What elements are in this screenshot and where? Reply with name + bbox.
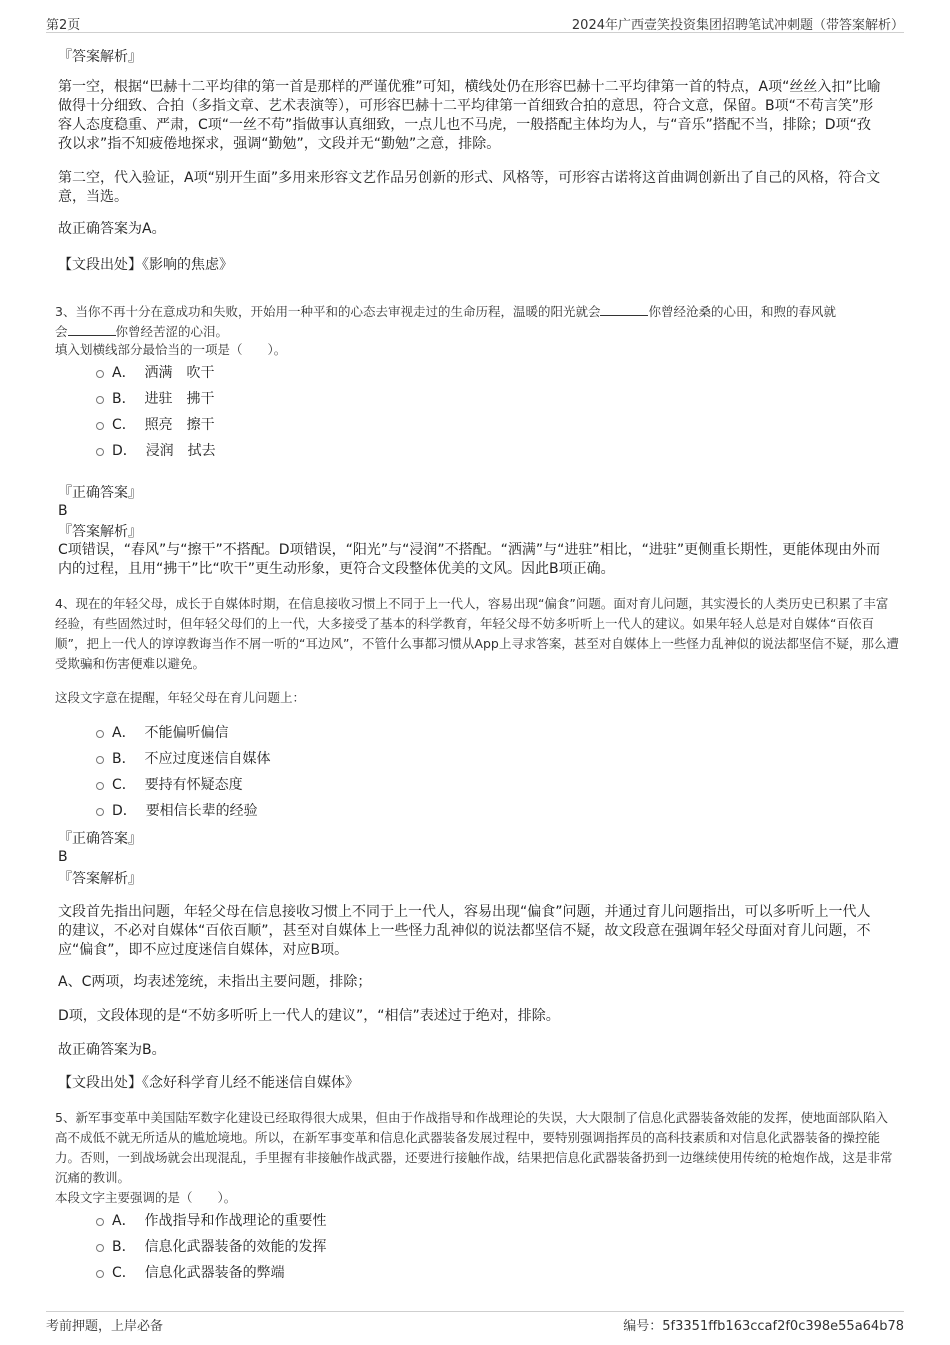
q3-option-a[interactable]: A． 洒满 吹干 xyxy=(96,363,214,383)
q2-source: 【文段出处】《影响的焦虑》 xyxy=(58,257,233,273)
page-footer xyxy=(46,1315,904,1334)
q3-prompt: 填入划横线部分最恰当的一项是（ ）。 xyxy=(55,342,287,357)
radio-icon[interactable] xyxy=(96,756,104,764)
radio-icon[interactable] xyxy=(96,422,104,430)
q3-analysis: C项错误，“春风”与“擦干”不搭配。D项错误，“阳光”与“浸润”不搭配。“洒满”与“进驻”相比，“进驻”更侧重长期性，更能体现由外而内的过程，且用“拂干”比“吹干”更生动形象，更符合文段整体优美的文风。因此B项正确。 xyxy=(58,542,881,577)
q5-option-a[interactable]: A． 作战指导和作战理论的重要性 xyxy=(96,1211,326,1231)
page-number: 第2页 xyxy=(46,18,81,33)
q5-prompt: 本段文字主要强调的是（ ）。 xyxy=(55,1190,237,1205)
q3-option-d[interactable]: D． 浸润 拭去 xyxy=(96,441,216,461)
q4-analysis-para3: D项，文段体现的是“不妨多听听上一代人的建议”，“相信”表述过于绝对，排除。 xyxy=(58,1008,560,1024)
footer-divider xyxy=(46,1311,904,1312)
q3-stem: 3、当你不再十分在意成功和失败，开始用一种平和的心态去审视走过的生命历程，温暖的阳光就会 你曾经沧桑的心田，和煦的春风就 会 你曾经苦涩的心泪。 xyxy=(55,304,836,339)
q4-option-b[interactable]: B． 不应过度迷信自媒体 xyxy=(96,749,271,769)
q5-stem: 5、新军事变革中美国陆军数字化建设已经取得很大成果，但由于作战指导和作战理论的失误，大大限制了信息化武器装备效能的发挥，使地面部队陷入高不成低不就无所适从的尴尬境地。所以，在新军事变革和信息化武器装备发展过程中，要特别强调指挥员的高科技素质和对信息化武器装备的操控能力。否则，一到战场就会出现混乱，手里握有非接触作战武器，还要进行接触作战，结果把信息化武器装备扔到一边继续使用传统的枪炮作战，这是非常沉痛的教训。 xyxy=(55,1110,893,1185)
q3-blank-1 xyxy=(600,303,648,316)
radio-icon[interactable] xyxy=(96,808,104,816)
header-divider xyxy=(46,32,904,33)
q4-conclusion: 故正确答案为B。 xyxy=(58,1042,166,1058)
q4-source: 【文段出处】《念好科学育儿经不能迷信自媒体》 xyxy=(58,1075,359,1091)
q3-option-b[interactable]: B． 进驻 拂干 xyxy=(96,389,215,409)
q5-option-c[interactable]: C． 信息化武器装备的弊端 xyxy=(96,1263,285,1283)
radio-icon[interactable] xyxy=(96,370,104,378)
q4-stem: 4、现在的年轻父母，成长于自媒体时期，在信息接收习惯上不同于上一代人，容易出现“偏食”问题。面对育儿问题，其实漫长的人类历史已积累了丰富经验，有些固然过时，但年轻父母们的上一代，大多接受了基本的科学教育，年轻父母不妨多听听上一代人的建议。如果年轻人总是对自媒体“百依百顺”，把上一代人的谆谆教诲当作不屑一听的“耳边风”，不管什么事都习惯从App上寻求答案，甚至对自媒体上一些怪力乱神似的说法都坚信不疑，那么遭受欺骗和伤害便难以避免。 xyxy=(55,596,899,671)
radio-icon[interactable] xyxy=(96,396,104,404)
q2-conclusion: 故正确答案为A。 xyxy=(58,221,166,237)
q4-analysis-para1: 文段首先指出问题，年轻父母在信息接收习惯上不同于上一代人，容易出现“偏食”问题，并通过育儿问题指出，可以多听听上一代人的建议，不必对自媒体“百依百顺”，甚至对自媒体上一些怪力乱神似的说法都坚信不疑，故文段意在强调年轻父母面对育儿问题，不应“偏食”，即不应过度迷信自媒体，对应B项。 xyxy=(58,904,871,958)
q3-blank-2 xyxy=(68,323,116,336)
q5-option-b[interactable]: B． 信息化武器装备的效能的发挥 xyxy=(96,1237,327,1257)
radio-icon[interactable] xyxy=(96,730,104,738)
radio-icon[interactable] xyxy=(96,782,104,790)
page-header xyxy=(46,14,904,33)
q2-analysis-para1: 第一空，根据“巴赫十二平均律的第一首是那样的严谨优雅”可知，横线处仍在形容巴赫十二平均律第一首的特点，A项“丝丝入扣”比喻做得十分细致、合拍（多指文章、艺术表演等），可形容巴赫十二平均律第一首细致合拍的意思，符合文意，保留。B项“不苟言笑”形容人态度稳重、严肃，C项“一丝不苟”指做事认真细致，一点儿也不马虎，一般搭配主体均为人，与“音乐”搭配不当，排除；D项“孜孜以求”指不知疲倦地探求，强调“勤勉”，文段并无“勤勉”之意，排除。 xyxy=(58,79,881,152)
document-title: 2024年广西壹笑投资集团招聘笔试冲刺题（带答案解析） xyxy=(571,18,904,33)
q4-analysis-para2: A、C两项，均表述笼统，未指出主要问题，排除； xyxy=(58,974,372,990)
q2-analysis-label: 『答案解析』 xyxy=(58,49,142,65)
q3-answer-label: 『正确答案』 xyxy=(58,485,142,501)
document-serial: 编号：5f3351ffb163ccaf2f0c398e55a64b78 xyxy=(623,1319,904,1334)
q4-option-c[interactable]: C． 要持有怀疑态度 xyxy=(96,775,243,795)
q4-prompt: 这段文字意在提醒，年轻父母在育儿问题上： xyxy=(55,690,306,705)
q3-option-c[interactable]: C． 照亮 擦干 xyxy=(96,415,215,435)
radio-icon[interactable] xyxy=(96,1270,104,1278)
q4-answer-label: 『正确答案』 xyxy=(58,831,142,847)
radio-icon[interactable] xyxy=(96,1244,104,1252)
q4-option-a[interactable]: A． 不能偏听偏信 xyxy=(96,723,228,743)
q3-analysis-label: 『答案解析』 xyxy=(58,524,142,540)
footer-slogan: 考前押题，上岸必备 xyxy=(46,1319,164,1334)
radio-icon[interactable] xyxy=(96,448,104,456)
q4-option-d[interactable]: D． 要相信长辈的经验 xyxy=(96,801,258,821)
q4-answer: B xyxy=(58,849,68,865)
q3-answer: B xyxy=(58,503,68,519)
q2-analysis-para2: 第二空，代入验证，A项“别开生面”多用来形容文艺作品另创新的形式、风格等，可形容古诺将这首曲调创新出了自己的风格，符合文意，当选。 xyxy=(58,170,881,205)
radio-icon[interactable] xyxy=(96,1218,104,1226)
q4-analysis-label: 『答案解析』 xyxy=(58,871,142,887)
